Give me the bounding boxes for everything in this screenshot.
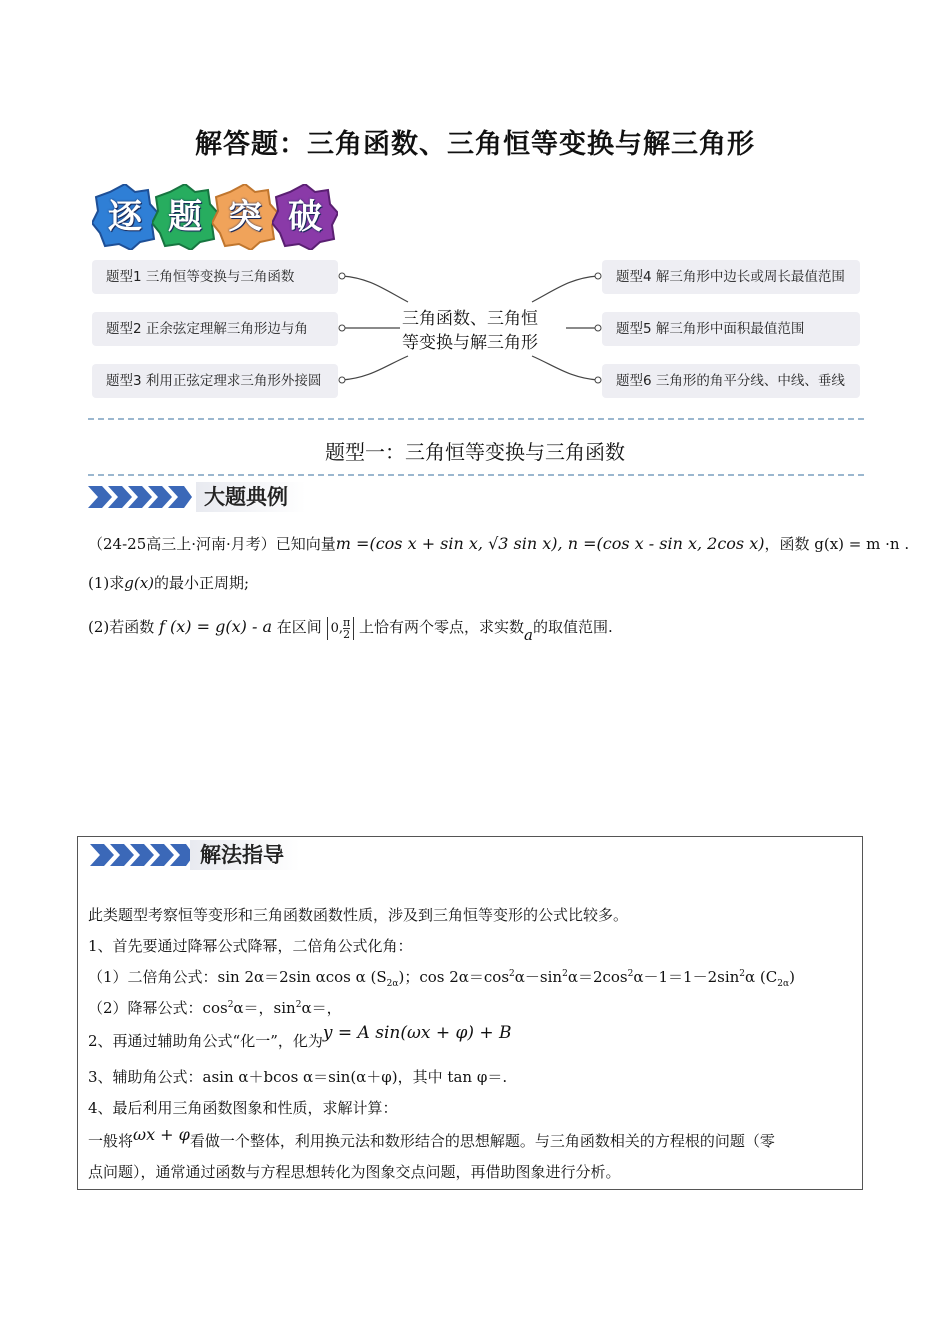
mindmap-node-1: 题型1 三角恒等变换与三角函数 — [92, 260, 338, 294]
step1a-sub1: 2α — [386, 979, 399, 989]
step2-formula: y = A sin(ωx + φ) + B — [322, 1023, 512, 1043]
example-source: （24-25高三上·河南·月考）已知向量 — [88, 535, 336, 553]
interval-bracket — [327, 617, 355, 640]
guide-note-line2: 点问题），通常通过函数与方程思想转化为图象交点问题，再借助图象进行分析。 — [88, 1163, 621, 1181]
badge-char-3: 突 — [228, 197, 262, 237]
mindmap-connectors — [0, 0, 950, 420]
section-title: 题型一：三角恒等变换与三角函数 — [325, 440, 625, 464]
question-2 — [88, 615, 613, 644]
step1a-rest: α－sin — [514, 968, 563, 986]
sup-a: 2 — [509, 969, 515, 979]
sup-c: 2 — [627, 969, 634, 979]
chevron-banner-icon — [90, 840, 200, 870]
banner-method: 解法指导 — [200, 843, 284, 867]
banner-example: 大题典例 — [204, 485, 288, 509]
mindmap-node-3: 题型3 利用正弦定理求三角形外接圆 — [92, 364, 338, 398]
q2-suffix: 的取值范围. — [532, 618, 613, 636]
sup-d: 2 — [739, 969, 746, 979]
guide-intro: 此类题型考察恒等变形和三角函数函数性质，涉及到三角恒等变形的公式比较多。 — [88, 906, 629, 924]
step1b-c: α＝， — [301, 999, 342, 1017]
sup-b: 2 — [562, 969, 568, 979]
mindmap-center-line2: 等变换与解三角形 — [402, 333, 538, 353]
q2-func: f (x) = g(x) - a — [159, 617, 272, 636]
note-formula: ωx + φ — [133, 1125, 190, 1144]
guide-step1b — [88, 997, 342, 1018]
note-line1: 看做一个整体，利用换元法和数形结合的思想解题。与三角函数相关的方程根的问题（零 — [189, 1132, 775, 1150]
sup-f: 2 — [295, 1000, 302, 1010]
guide-step2 — [88, 1023, 512, 1051]
pi-over-2 — [343, 617, 350, 640]
step1a-rest2: α＝2cos — [567, 968, 628, 986]
mindmap-node-4: 题型4 解三角形中边长或周长最值范围 — [602, 260, 860, 294]
step1b-a: cos — [202, 999, 228, 1017]
guide-step4: 4、最后利用三角函数图象和性质，求解计算： — [88, 1099, 398, 1117]
function-g-def: ，函数 g(x) = m ·n . — [764, 535, 910, 553]
step1b-b: α＝，sin — [233, 999, 296, 1017]
badge-char-1: 逐 — [108, 197, 142, 237]
frac-den: 2 — [343, 627, 351, 641]
note-prefix: 一般将 — [88, 1132, 134, 1150]
guide-note-line1 — [88, 1125, 775, 1151]
q2-mid2: 上恰有两个零点，求实数 — [359, 618, 525, 636]
question-1 — [88, 572, 249, 593]
mindmap-node-2: 题型2 正余弦定理解三角形边与角 — [92, 312, 338, 346]
step1a-formula2: )；cos 2α＝cos — [398, 968, 510, 986]
chevron-banner-icon — [88, 482, 198, 512]
divider-top — [88, 418, 864, 420]
vector-expression: m =(cos x + sin x, √3 sin x), n =(cos x - sin x, 2cos x) — [335, 534, 765, 553]
q1-func: g(x) — [124, 574, 155, 592]
mindmap-node-5: 题型5 解三角形中面积最值范围 — [602, 312, 860, 346]
step1a-end: ) — [789, 968, 795, 986]
step2-prefix: 2、再通过辅助角公式“化一”，化为 — [88, 1032, 323, 1050]
guide-step3: 3、辅助角公式：asin α＋bcos α＝sin(α＋φ)，其中 tan φ＝. — [88, 1068, 508, 1086]
q1-suffix: 的最小正周期; — [154, 574, 250, 592]
step1a-rest3: α－1＝1－2sin — [633, 968, 740, 986]
step1a-label: （1）二倍角公式： — [88, 968, 218, 986]
interval-left: 0, — [330, 620, 343, 636]
step1b-label: （2）降幂公式： — [88, 999, 203, 1017]
page-title: 解答题：三角函数、三角恒等变换与解三角形 — [195, 129, 755, 160]
q1-prefix: (1)求 — [88, 574, 125, 592]
q2-var: a — [524, 626, 533, 644]
badge-char-4: 破 — [288, 197, 322, 237]
divider-bottom — [88, 474, 864, 476]
step1a-sub2: 2α — [777, 979, 790, 989]
example-line — [88, 533, 909, 554]
step1a-rest4: α (C — [745, 968, 778, 986]
step1a-formula: sin 2α＝2sin αcos α (S — [217, 968, 387, 986]
frac-num: π — [342, 615, 351, 629]
q2-mid: 在区间 — [276, 618, 322, 636]
q2-prefix: (2)若函数 — [88, 618, 155, 636]
guide-step1: 1、首先要通过降幂公式降幂，二倍角公式化角： — [88, 937, 413, 955]
mindmap-node-6: 题型6 三角形的角平分线、中线、垂线 — [602, 364, 860, 398]
guide-step1a — [88, 966, 795, 989]
badge-char-2: 题 — [168, 197, 202, 237]
mindmap-center — [392, 307, 548, 355]
mindmap-center-line1: 三角函数、三角恒 — [402, 309, 538, 329]
sup-e: 2 — [227, 1000, 234, 1010]
